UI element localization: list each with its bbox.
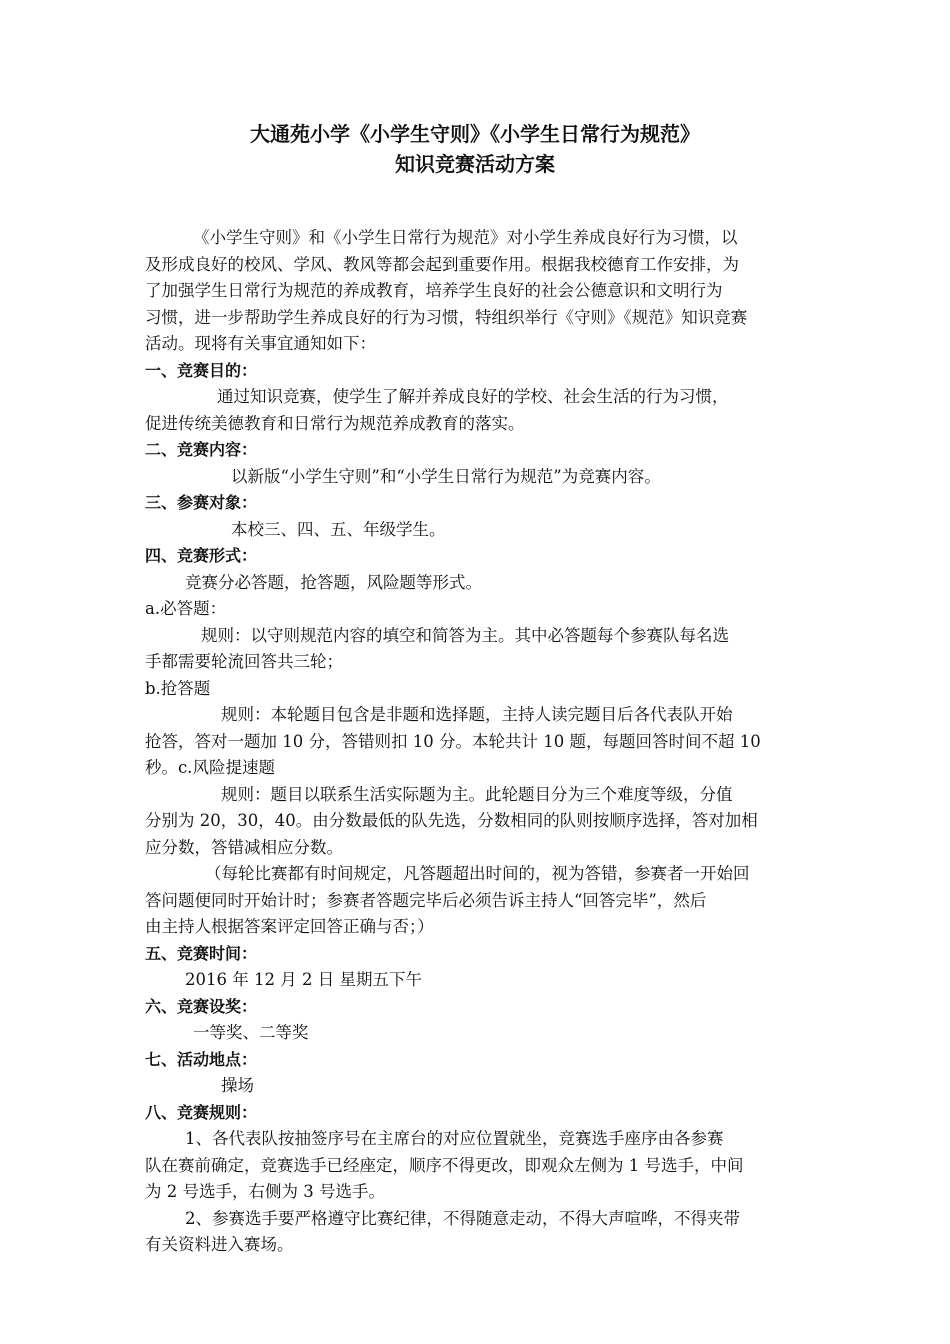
section-heading-content: 二、竞赛内容：: [145, 440, 258, 459]
section-text: 规则：题目以联系生活实际题为主。此轮题目分为三个难度等级，分值: [221, 784, 733, 804]
section-text: 竞赛分必答题，抢答题，风险题等形式。: [185, 572, 482, 592]
section-text: 分别为 20，30，40。由分数最低的队先选，分数相同的队则按顺序选择，答对加相: [145, 811, 758, 830]
document-subtitle: 知识竞赛活动方案: [395, 152, 555, 176]
section-text: 2、参赛选手要严格遵守比赛纪律，不得随意走动，不得大声喧哗，不得夹带: [185, 1208, 740, 1228]
section-subheading: b.抢答题: [145, 678, 211, 698]
section-heading-awards: 六、竞赛设奖：: [145, 996, 258, 1016]
section-text: 应分数，答错减相应分数。: [145, 837, 343, 857]
section-text: 本校三、四、五、年级学生。: [231, 519, 446, 539]
section-text: 促进传统美德教育和日常行为规范养成教育的落实。: [145, 413, 525, 433]
intro-paragraph-line: 活动。现将有关事宜通知如下：: [145, 334, 376, 353]
intro-paragraph-line: 习惯，进一步帮助学生养成良好的行为习惯，特组织举行《守则》《规范》知识竞赛: [145, 307, 748, 327]
section-subheading: a.必答题：: [145, 599, 227, 618]
section-text: 手都需要轮流回答共三轮；: [145, 652, 343, 671]
section-note: 由主持人根据答案评定回答正确与否；）: [145, 917, 434, 936]
section-text: 2016 年 12 月 2 日 星期五下午: [185, 970, 422, 989]
section-text: 抢答，答对一题加 10 分，答错则扣 10 分。本轮共计 10 题，每题回答时间不超 10: [145, 731, 761, 751]
section-heading-rules: 八、竞赛规则：: [145, 1102, 258, 1122]
section-text: 规则：本轮题目包含是非题和选择题，主持人读完题目后各代表队开始: [221, 705, 733, 724]
section-text: 一等奖、二等奖: [193, 1023, 309, 1042]
section-heading-format: 四、竞赛形式：: [145, 546, 258, 565]
section-text: 秒。c.风险提速题: [145, 758, 275, 777]
section-text: 有关资料进入赛场。: [145, 1235, 294, 1254]
intro-paragraph-line: 了加强学生日常行为规范的养成教育，培养学生良好的社会公德意识和文明行为: [145, 281, 723, 300]
section-text: 队在赛前确定，竞赛选手已经座定，顺序不得更改，即观众左侧为 1 号选手，中间: [145, 1155, 744, 1175]
section-text: 规则：以守则规范内容的填空和简答为主。其中必答题每个参赛队每名选: [201, 625, 729, 645]
intro-paragraph-line: 《小学生守则》和《小学生日常行为规范》对小学生养成良好行为习惯，以: [193, 228, 738, 247]
section-heading-purpose: 一、竞赛目的：: [145, 360, 258, 380]
section-note: （每轮比赛都有时间规定，凡答题超出时间的，视为答错，参赛者一开始回: [205, 864, 750, 883]
section-text: 为 2 号选手，右侧为 3 号选手。: [145, 1182, 385, 1201]
section-text: 1、各代表队按抽签序号在主席台的对应位置就坐，竞赛选手座序由各参赛: [185, 1129, 724, 1148]
intro-paragraph-line: 及形成良好的校风、学风、教风等都会起到重要作用。根据我校德育工作安排，为: [145, 254, 739, 274]
section-heading-location: 七、活动地点：: [145, 1049, 258, 1069]
document-title: 大通苑小学《小学生守则》《小学生日常行为规范》: [250, 122, 700, 146]
section-heading-participants: 三、参赛对象：: [145, 493, 258, 512]
section-text: 以新版“小学生守则”和“小学生日常行为规范”为竞赛内容。: [231, 466, 661, 486]
section-text: 操场: [221, 1076, 254, 1095]
document-body: [145, 225, 809, 1259]
section-note: 答问题便同时开始计时；参赛者答题完毕后必须告诉主持人“回答完毕”，然后: [145, 890, 707, 910]
section-heading-time: 五、竞赛时间：: [145, 943, 258, 963]
section-text: 通过知识竞赛，使学生了解并养成良好的学校、社会生活的行为习惯，: [217, 387, 729, 406]
